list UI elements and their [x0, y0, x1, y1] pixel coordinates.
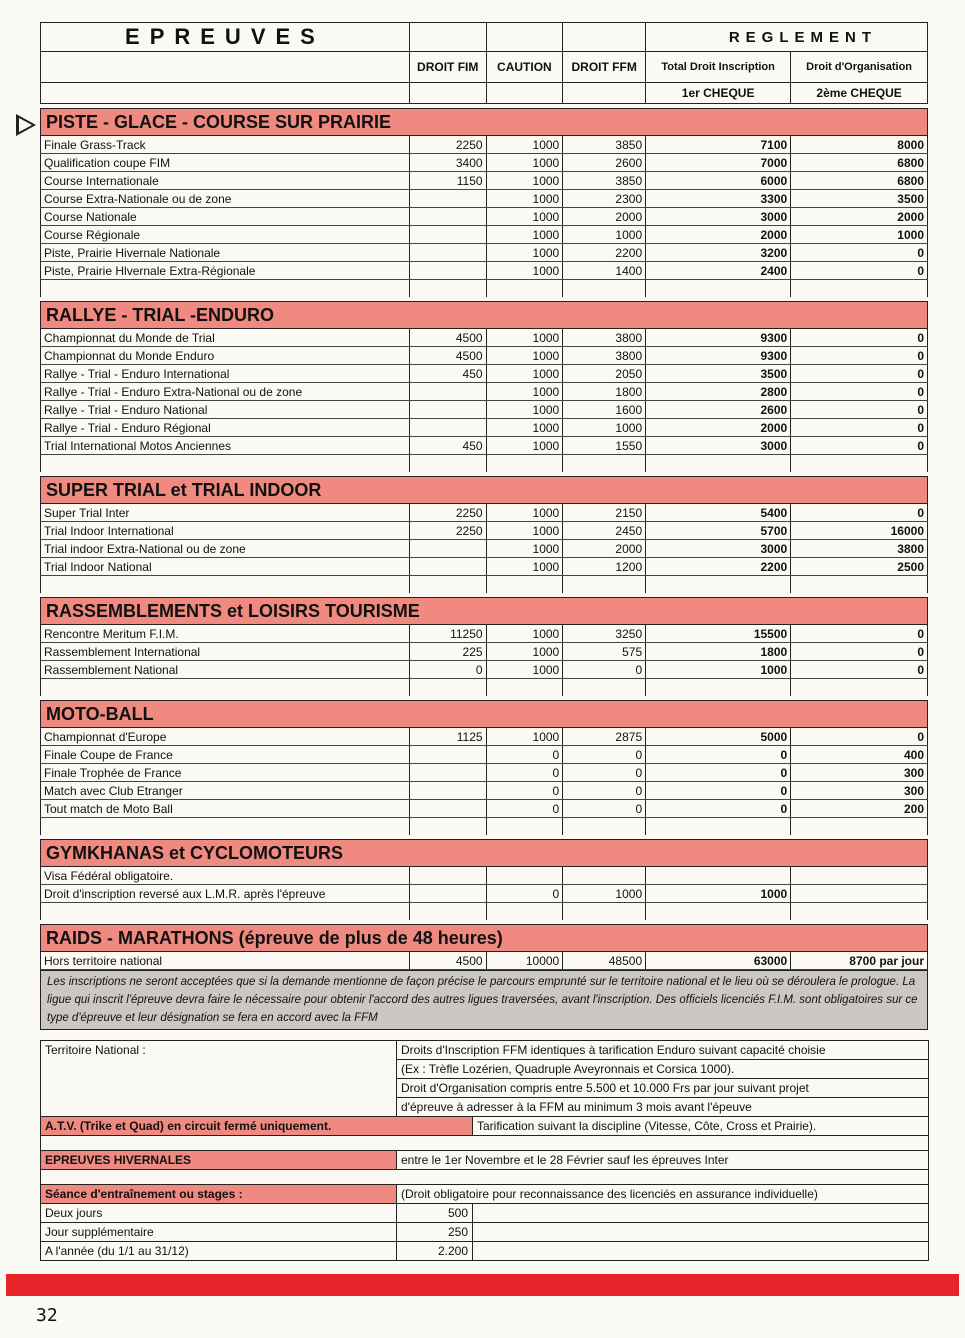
section-title: MOTO-BALL [40, 700, 928, 728]
org-cell: 0 [791, 661, 928, 679]
total-cell: 3500 [646, 365, 791, 383]
droit-ffm-cell: 1000 [563, 885, 646, 903]
droit-ffm-cell: 3850 [563, 136, 646, 154]
table-row [41, 154, 928, 172]
section [40, 924, 928, 970]
total-cell: 5700 [646, 522, 791, 540]
row-label: Match avec Club Etranger [41, 782, 410, 800]
table-row [41, 244, 928, 262]
row-label: Finale Grass-Track [41, 136, 410, 154]
table-row [41, 867, 928, 885]
droit-fim-cell: 1150 [409, 172, 486, 190]
total-cell: 1000 [646, 885, 791, 903]
droit-fim-cell: 11250 [409, 625, 486, 643]
droit-fim-cell [409, 867, 486, 885]
row-label: Super Trial Inter [41, 504, 410, 522]
cheque1-header: 1er CHEQUE [646, 83, 791, 104]
droit-fim-cell: 450 [409, 437, 486, 455]
total-cell: 0 [646, 800, 791, 818]
table-row [41, 437, 928, 455]
caution-cell: 1000 [486, 172, 563, 190]
row-label: Course Internationale [41, 172, 410, 190]
org-cell: 2000 [791, 208, 928, 226]
droit-ffm-cell [563, 867, 646, 885]
section-title: PISTE - GLACE - COURSE SUR PRAIRIE [40, 108, 928, 136]
table-row [41, 504, 928, 522]
droit-fim-cell: 450 [409, 365, 486, 383]
droit-ffm-cell: 3800 [563, 329, 646, 347]
table-row [41, 329, 928, 347]
row-label: Trial Indoor International [41, 522, 410, 540]
row-label: Rassemblement International [41, 643, 410, 661]
atv-label: A.T.V. (Trike et Quad) en circuit fermé uniquement. [41, 1117, 473, 1136]
table-row [41, 262, 928, 280]
row-label: Piste, Prairie Hlvernale Extra-Régionale [41, 262, 410, 280]
droit-ffm-cell: 1800 [563, 383, 646, 401]
org-cell: 0 [791, 728, 928, 746]
row-label: Qualification coupe FIM [41, 154, 410, 172]
caution-cell [486, 867, 563, 885]
droit-fim-cell [409, 244, 486, 262]
droit-fim-header: DROIT FIM [409, 52, 486, 83]
caution-cell: 1000 [486, 504, 563, 522]
caution-cell: 1000 [486, 365, 563, 383]
droit-fim-cell [409, 208, 486, 226]
org-cell: 0 [791, 383, 928, 401]
droit-ffm-cell: 1600 [563, 401, 646, 419]
droit-fim-cell: 3400 [409, 154, 486, 172]
droit-ffm-cell: 2000 [563, 208, 646, 226]
droit-fim-cell [409, 383, 486, 401]
table-row [41, 419, 928, 437]
territoire-line3: Droit d'Organisation compris entre 5.500 et 10.000 Frs par jour suivant projet [397, 1079, 929, 1098]
org-cell: 0 [791, 347, 928, 365]
org-cell: 8000 [791, 136, 928, 154]
total-cell: 2600 [646, 401, 791, 419]
org-cell: 0 [791, 262, 928, 280]
table-row [41, 540, 928, 558]
row-label: Course Nationale [41, 208, 410, 226]
droit-fim-cell: 4500 [409, 952, 486, 970]
seance-row-label: Deux jours [41, 1204, 397, 1223]
droit-fim-cell: 4500 [409, 329, 486, 347]
org-cell: 0 [791, 401, 928, 419]
droit-ffm-cell: 1400 [563, 262, 646, 280]
table-row [41, 558, 928, 576]
org-cell: 400 [791, 746, 928, 764]
droit-ffm-cell: 0 [563, 800, 646, 818]
cheque2-header: 2ème CHEQUE [791, 83, 928, 104]
org-cell: 6800 [791, 172, 928, 190]
total-cell: 1000 [646, 661, 791, 679]
total-cell: 2200 [646, 558, 791, 576]
section [40, 108, 928, 297]
row-label: Piste, Prairie Hivernale Nationale [41, 244, 410, 262]
droit-fim-cell: 2250 [409, 504, 486, 522]
table-row [41, 365, 928, 383]
total-cell: 6000 [646, 172, 791, 190]
total-cell: 5400 [646, 504, 791, 522]
caution-cell: 1000 [486, 136, 563, 154]
table-row [41, 764, 928, 782]
org-cell: 16000 [791, 522, 928, 540]
org-cell: 0 [791, 643, 928, 661]
table-row [41, 661, 928, 679]
droit-fim-cell [409, 746, 486, 764]
caution-cell: 1000 [486, 728, 563, 746]
table-row [41, 800, 928, 818]
row-label: Tout match de Moto Ball [41, 800, 410, 818]
row-label: Rallye - Trial - Enduro Régional [41, 419, 410, 437]
total-cell: 0 [646, 746, 791, 764]
droit-ffm-cell: 575 [563, 643, 646, 661]
row-label: Finale Coupe de France [41, 746, 410, 764]
droit-ffm-cell: 0 [563, 782, 646, 800]
org-cell: 2500 [791, 558, 928, 576]
droit-fim-cell [409, 226, 486, 244]
total-cell: 9300 [646, 329, 791, 347]
caution-cell: 0 [486, 782, 563, 800]
droit-ffm-cell: 1200 [563, 558, 646, 576]
table-row [41, 625, 928, 643]
org-cell: 0 [791, 625, 928, 643]
table-row [41, 952, 928, 970]
org-cell: 0 [791, 504, 928, 522]
droit-ffm-cell: 1550 [563, 437, 646, 455]
row-label: Course Régionale [41, 226, 410, 244]
caution-cell: 1000 [486, 540, 563, 558]
total-cell: 5000 [646, 728, 791, 746]
caution-cell: 1000 [486, 558, 563, 576]
caution-cell: 10000 [486, 952, 563, 970]
total-cell: 3000 [646, 540, 791, 558]
total-cell [646, 867, 791, 885]
droit-ffm-cell: 2050 [563, 365, 646, 383]
table-row [41, 728, 928, 746]
caution-cell: 1000 [486, 625, 563, 643]
row-label: Course Extra-Nationale ou de zone [41, 190, 410, 208]
droit-fim-cell: 1125 [409, 728, 486, 746]
total-cell: 0 [646, 764, 791, 782]
droit-ffm-cell: 2000 [563, 540, 646, 558]
droit-ffm-cell: 0 [563, 661, 646, 679]
table-row [41, 746, 928, 764]
row-label: Rencontre Meritum F.I.M. [41, 625, 410, 643]
table-row [41, 522, 928, 540]
total-cell: 2000 [646, 419, 791, 437]
droit-ffm-cell: 1000 [563, 419, 646, 437]
row-label: Droit d'inscription reversé aux L.M.R. après l'épreuve [41, 885, 410, 903]
seance-row-label: A l'année (du 1/1 au 31/12) [41, 1242, 397, 1261]
section [40, 301, 928, 472]
droit-fim-cell: 2250 [409, 522, 486, 540]
total-cell: 3000 [646, 208, 791, 226]
total-cell: 63000 [646, 952, 791, 970]
caution-cell: 0 [486, 885, 563, 903]
row-label: Rallye - Trial - Enduro International [41, 365, 410, 383]
row-label: Rassemblement National [41, 661, 410, 679]
total-cell: 3200 [646, 244, 791, 262]
table-row [41, 383, 928, 401]
droit-ffm-cell: 3850 [563, 172, 646, 190]
seance-row-value: 250 [397, 1223, 473, 1242]
row-label: Trial Indoor National [41, 558, 410, 576]
caution-cell: 0 [486, 800, 563, 818]
hivernales-label: EPREUVES HIVERNALES [41, 1151, 397, 1170]
row-label: Trial International Motos Anciennes [41, 437, 410, 455]
territoire-line1: Droits d'Inscription FFM identiques à tarification Enduro suivant capacité choisie [397, 1041, 929, 1060]
row-label: Trial indoor Extra-National ou de zone [41, 540, 410, 558]
caution-cell: 0 [486, 764, 563, 782]
droit-ffm-cell: 0 [563, 746, 646, 764]
droit-fim-cell [409, 782, 486, 800]
sections-container [40, 108, 928, 970]
section-title: RASSEMBLEMENTS et LOISIRS TOURISME [40, 597, 928, 625]
total-cell: 2800 [646, 383, 791, 401]
org-cell: 8700 par jour [791, 952, 928, 970]
territoire-line4: d'épreuve à adresser à la FFM au minimum 3 mois avant l'épeuve [397, 1098, 929, 1117]
total-cell: 1800 [646, 643, 791, 661]
hivernales-text: entre le 1er Novembre et le 28 Février sauf les épreuves Inter [397, 1151, 929, 1170]
territoire-label: Territoire National : [41, 1041, 397, 1117]
row-label: Championnat du Monde de Trial [41, 329, 410, 347]
footer-red-bar [6, 1274, 959, 1296]
droit-ffm-cell: 1000 [563, 226, 646, 244]
row-label: Rallye - Trial - Enduro Extra-National ou de zone [41, 383, 410, 401]
seance-text: (Droit obligatoire pour reconnaissance des licenciés en assurance individuelle) [397, 1185, 929, 1204]
section [40, 597, 928, 696]
caution-cell: 1000 [486, 329, 563, 347]
seance-row-value: 500 [397, 1204, 473, 1223]
total-cell: 2000 [646, 226, 791, 244]
org-cell: 300 [791, 782, 928, 800]
caution-cell: 1000 [486, 347, 563, 365]
droit-fim-cell [409, 800, 486, 818]
raids-note: Les inscriptions ne seront acceptées que si la demande mentionne de façon précise le parcours emprunté sur le territoire national et le lieu où se déroulera le prologue. La ligue qui inscrit l'épreuve devra faire le nécessaire pour obtenir l'accord des autres ligues traversées, avant l'inscription. Des officiels licenciés F.I.M. sont obligatoires sur ce type d'épreuve et leur désignation se fera en accord avec la FFM [40, 970, 928, 1030]
org-cell: 0 [791, 437, 928, 455]
page-number: 32 [36, 1305, 58, 1326]
caution-cell: 1000 [486, 262, 563, 280]
droit-ffm-cell: 48500 [563, 952, 646, 970]
caution-cell: 1000 [486, 522, 563, 540]
droit-fim-cell [409, 540, 486, 558]
org-cell [791, 885, 928, 903]
seance-label: Séance d'entraînement ou stages : [41, 1185, 397, 1204]
droit-ffm-cell: 2200 [563, 244, 646, 262]
droit-ffm-header: DROIT FFM [563, 52, 646, 83]
caution-cell: 1000 [486, 643, 563, 661]
droit-fim-cell: 2250 [409, 136, 486, 154]
table-header [40, 22, 928, 104]
table-row [41, 208, 928, 226]
org-cell: 0 [791, 244, 928, 262]
total-cell: 7000 [646, 154, 791, 172]
row-label: Finale Trophée de France [41, 764, 410, 782]
droit-fim-cell [409, 190, 486, 208]
section [40, 476, 928, 593]
total-cell: 3000 [646, 437, 791, 455]
table-row [41, 172, 928, 190]
row-label: Rallye - Trial - Enduro National [41, 401, 410, 419]
total-cell: 9300 [646, 347, 791, 365]
org-cell: 3800 [791, 540, 928, 558]
seance-row-label: Jour supplémentaire [41, 1223, 397, 1242]
row-label: Championnat d'Europe [41, 728, 410, 746]
caution-cell: 1000 [486, 154, 563, 172]
table-row [41, 347, 928, 365]
caution-cell: 1000 [486, 226, 563, 244]
droit-ffm-cell: 2150 [563, 504, 646, 522]
caution-cell: 0 [486, 746, 563, 764]
droit-fim-cell [409, 558, 486, 576]
droit-ffm-cell: 2450 [563, 522, 646, 540]
table-row [41, 190, 928, 208]
total-cell: 2400 [646, 262, 791, 280]
droit-fim-cell [409, 419, 486, 437]
caution-header: CAUTION [486, 52, 563, 83]
droit-ffm-cell: 3250 [563, 625, 646, 643]
droit-fim-cell [409, 885, 486, 903]
droit-fim-cell: 225 [409, 643, 486, 661]
droit-fim-cell: 0 [409, 661, 486, 679]
total-cell: 3300 [646, 190, 791, 208]
atv-text: Tarification suivant la discipline (Vitesse, Côte, Cross et Prairie). [473, 1117, 929, 1136]
reglement-heading: REGLEMENT [646, 23, 928, 52]
caution-cell: 1000 [486, 661, 563, 679]
droit-fim-cell [409, 262, 486, 280]
epreuves-heading: EPREUVES [41, 23, 410, 52]
section-title: GYMKHANAS et CYCLOMOTEURS [40, 839, 928, 867]
table-row [41, 136, 928, 154]
row-label: Visa Fédéral obligatoire. [41, 867, 410, 885]
droit-fim-cell [409, 764, 486, 782]
droit-fim-cell: 4500 [409, 347, 486, 365]
org-cell: 0 [791, 329, 928, 347]
org-cell: 300 [791, 764, 928, 782]
total-cell: 15500 [646, 625, 791, 643]
total-cell: 7100 [646, 136, 791, 154]
droit-ffm-cell: 2300 [563, 190, 646, 208]
org-header: Droit d'Organisation [791, 52, 928, 83]
tariff-page [40, 22, 928, 1261]
caution-cell: 1000 [486, 190, 563, 208]
total-header: Total Droit Inscription [646, 52, 791, 83]
section [40, 700, 928, 835]
caution-cell: 1000 [486, 383, 563, 401]
droit-ffm-cell: 2600 [563, 154, 646, 172]
territoire-line2: (Ex : Trèfle Lozérien, Quadruple Aveyronnais et Corsica 1000). [397, 1060, 929, 1079]
section [40, 839, 928, 920]
caution-cell: 1000 [486, 208, 563, 226]
row-label: Hors territoire national [41, 952, 410, 970]
org-cell [791, 867, 928, 885]
table-row [41, 782, 928, 800]
table-row [41, 643, 928, 661]
org-cell: 0 [791, 419, 928, 437]
caution-cell: 1000 [486, 244, 563, 262]
caution-cell: 1000 [486, 419, 563, 437]
section-title: RALLYE - TRIAL -ENDURO [40, 301, 928, 329]
org-cell: 0 [791, 365, 928, 383]
caution-cell: 1000 [486, 401, 563, 419]
droit-ffm-cell: 3800 [563, 347, 646, 365]
table-row [41, 226, 928, 244]
info-table [40, 1040, 929, 1261]
section-marker-icon [16, 114, 36, 136]
droit-ffm-cell: 2875 [563, 728, 646, 746]
table-row [41, 401, 928, 419]
section-title: SUPER TRIAL et TRIAL INDOOR [40, 476, 928, 504]
org-cell: 1000 [791, 226, 928, 244]
droit-ffm-cell: 0 [563, 764, 646, 782]
table-row [41, 885, 928, 903]
droit-fim-cell [409, 401, 486, 419]
org-cell: 6800 [791, 154, 928, 172]
caution-cell: 1000 [486, 437, 563, 455]
org-cell: 200 [791, 800, 928, 818]
seance-row-value: 2.200 [397, 1242, 473, 1261]
org-cell: 3500 [791, 190, 928, 208]
total-cell: 0 [646, 782, 791, 800]
section-title: RAIDS - MARATHONS (épreuve de plus de 48 heures) [40, 924, 928, 952]
row-label: Championnat du Monde Enduro [41, 347, 410, 365]
